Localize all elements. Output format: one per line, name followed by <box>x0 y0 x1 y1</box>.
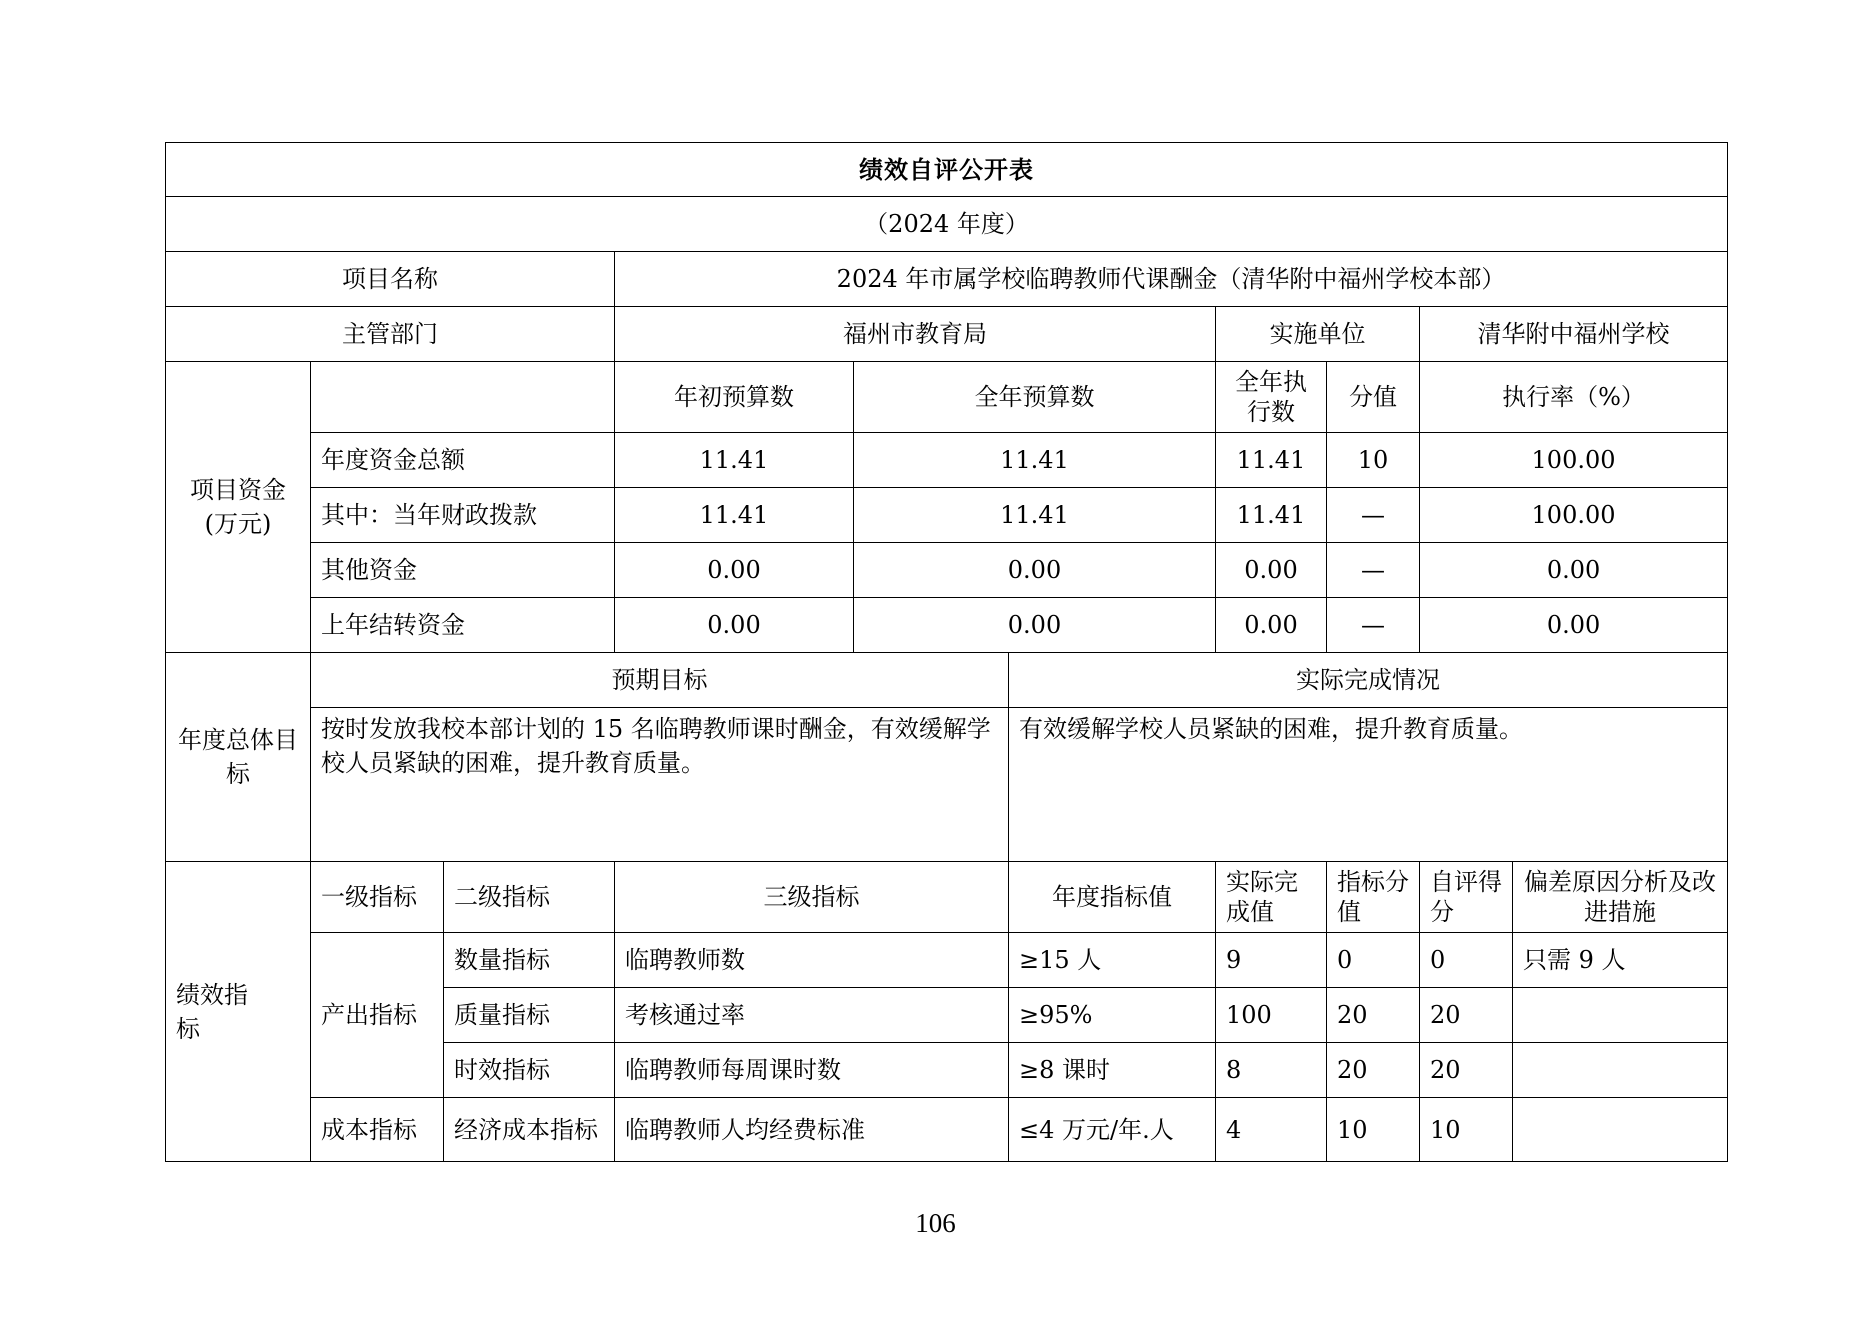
funds-row <box>166 433 1728 488</box>
unit-label: 实施单位 <box>1216 307 1420 362</box>
indicator-row <box>166 1098 1728 1162</box>
ind-header-self-score: 自评得分 <box>1420 862 1513 933</box>
funds-row-initial: 0.00 <box>615 543 854 598</box>
funds-row-executed: 0.00 <box>1216 598 1327 653</box>
funds-row-initial: 11.41 <box>615 488 854 543</box>
funds-row-rate: 100.00 <box>1420 488 1728 543</box>
ind-header-level1: 一级指标 <box>311 862 444 933</box>
ind-weight: 20 <box>1327 988 1420 1043</box>
funds-row-executed: 11.41 <box>1216 433 1327 488</box>
goals-expected-text: 按时发放我校本部计划的 15 名临聘教师课时酬金，有效缓解学校人员紧缺的困难，提升教育质量。 <box>311 708 1009 862</box>
funds-row-initial: 0.00 <box>615 598 854 653</box>
page-number: 106 <box>915 1208 956 1238</box>
goals-actual-header: 实际完成情况 <box>1009 653 1728 708</box>
ind-header-weight: 指标分值 <box>1327 862 1420 933</box>
funds-header-annual: 全年预算数 <box>854 362 1216 433</box>
funds-header-initial: 年初预算数 <box>615 362 854 433</box>
funds-label-line1: 项目资金 <box>190 476 286 504</box>
funds-header-executed: 全年执行数 <box>1216 362 1327 433</box>
funds-header-blank <box>311 362 615 433</box>
funds-section-label <box>166 362 311 653</box>
dept-label: 主管部门 <box>166 307 615 362</box>
funds-row-annual: 11.41 <box>854 433 1216 488</box>
funds-row-score-value: — <box>1327 488 1420 543</box>
funds-header-score-value: 分值 <box>1327 362 1420 433</box>
funds-row-annual: 0.00 <box>854 598 1216 653</box>
funds-row-label: 年度资金总额 <box>311 433 615 488</box>
unit-value: 清华附中福州学校 <box>1420 307 1728 362</box>
ind-target: ≤4 万元/年.人 <box>1009 1098 1216 1162</box>
ind-target: ≥95% <box>1009 988 1216 1043</box>
ind-header-level2: 二级指标 <box>444 862 615 933</box>
funds-row-score-value: — <box>1327 543 1420 598</box>
funds-row <box>166 543 1728 598</box>
funds-label-line2: (万元) <box>204 510 272 538</box>
funds-row-initial: 11.41 <box>615 433 854 488</box>
ind-deviation <box>1513 1043 1728 1098</box>
goals-section-label: 年度总体目标 <box>166 653 311 862</box>
indicators-section-label: 绩效指标 <box>166 862 311 1162</box>
ind-weight: 10 <box>1327 1098 1420 1162</box>
table-title: 绩效自评公开表 <box>166 143 1728 197</box>
funds-row <box>166 488 1728 543</box>
ind-actual: 100 <box>1216 988 1327 1043</box>
ind-level2: 经济成本指标 <box>444 1098 615 1162</box>
ind-level2: 时效指标 <box>444 1043 615 1098</box>
ind-header-deviation: 偏差原因分析及改进措施 <box>1513 862 1728 933</box>
ind-level3: 临聘教师人均经费标准 <box>615 1098 1009 1162</box>
ind-self-score: 20 <box>1420 988 1513 1043</box>
ind-header-target: 年度指标值 <box>1009 862 1216 933</box>
project-name-value: 2024 年市属学校临聘教师代课酬金（清华附中福州学校本部） <box>615 252 1728 307</box>
funds-row-executed: 0.00 <box>1216 543 1327 598</box>
ind-self-score: 10 <box>1420 1098 1513 1162</box>
funds-row-annual: 0.00 <box>854 543 1216 598</box>
ind-actual: 9 <box>1216 933 1327 988</box>
cost-indicator-label: 成本指标 <box>311 1098 444 1162</box>
goals-expected-header: 预期目标 <box>311 653 1009 708</box>
funds-row-score-value: — <box>1327 598 1420 653</box>
funds-row-rate: 0.00 <box>1420 598 1728 653</box>
ind-self-score: 0 <box>1420 933 1513 988</box>
ind-level3: 临聘教师每周课时数 <box>615 1043 1009 1098</box>
funds-row-label: 其中：当年财政拨款 <box>311 488 615 543</box>
funds-row-label: 其他资金 <box>311 543 615 598</box>
funds-row-label: 上年结转资金 <box>311 598 615 653</box>
project-name-label: 项目名称 <box>166 252 615 307</box>
funds-header-rate: 执行率（%） <box>1420 362 1728 433</box>
indicator-row <box>166 933 1728 988</box>
ind-level3: 考核通过率 <box>615 988 1009 1043</box>
ind-level2: 质量指标 <box>444 988 615 1043</box>
output-indicator-label: 产出指标 <box>311 933 444 1098</box>
ind-level3: 临聘教师数 <box>615 933 1009 988</box>
funds-row-annual: 11.41 <box>854 488 1216 543</box>
ind-self-score: 20 <box>1420 1043 1513 1098</box>
ind-weight: 20 <box>1327 1043 1420 1098</box>
ind-header-level3: 三级指标 <box>615 862 1009 933</box>
ind-level2: 数量指标 <box>444 933 615 988</box>
funds-row <box>166 598 1728 653</box>
ind-target: ≥8 课时 <box>1009 1043 1216 1098</box>
ind-deviation <box>1513 1098 1728 1162</box>
funds-row-rate: 100.00 <box>1420 433 1728 488</box>
funds-row-rate: 0.00 <box>1420 543 1728 598</box>
funds-row-executed: 11.41 <box>1216 488 1327 543</box>
goals-actual-text: 有效缓解学校人员紧缺的困难，提升教育质量。 <box>1009 708 1728 862</box>
dept-value: 福州市教育局 <box>615 307 1216 362</box>
ind-header-actual: 实际完成值 <box>1216 862 1327 933</box>
ind-deviation <box>1513 988 1728 1043</box>
ind-deviation: 只需 9 人 <box>1513 933 1728 988</box>
ind-actual: 8 <box>1216 1043 1327 1098</box>
ind-weight: 0 <box>1327 933 1420 988</box>
ind-target: ≥15 人 <box>1009 933 1216 988</box>
performance-table <box>165 142 1728 1162</box>
ind-actual: 4 <box>1216 1098 1327 1162</box>
table-year: （2024 年度） <box>166 197 1728 252</box>
funds-row-score-value: 10 <box>1327 433 1420 488</box>
